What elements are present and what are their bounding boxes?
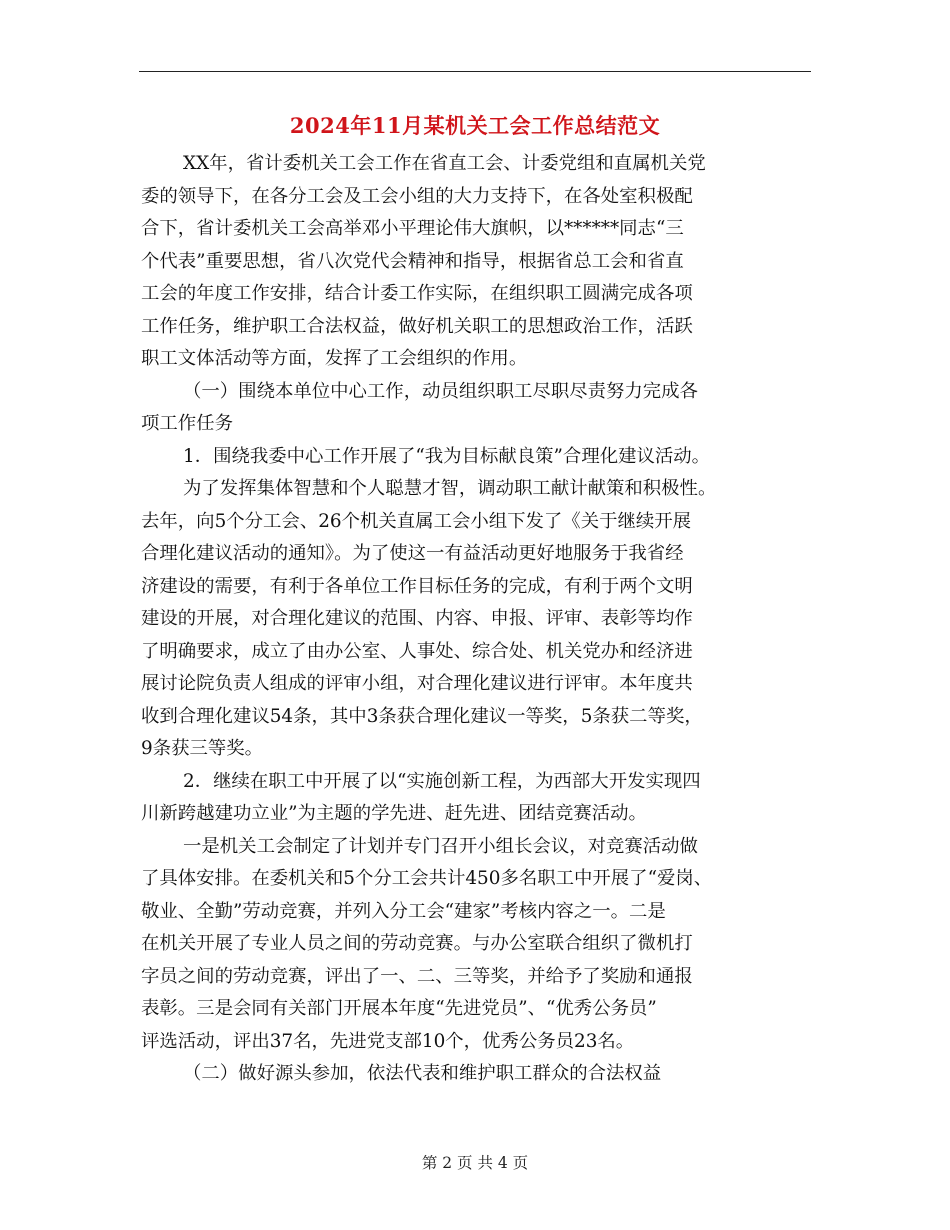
text-line: 敬业、全勤”劳动竞赛，并列入分工会“建家”考核内容之一。二是 — [141, 900, 666, 922]
text-line: 个代表”重要思想，省八次党代会精神和指导，根据省总工会和省直 — [141, 250, 684, 272]
text-line: 评选活动，评出37名，先进党支部10个，优秀公务员23名。 — [141, 1030, 635, 1052]
text-line: 济建设的需要，有利于各单位工作目标任务的完成，有利于两个文明 — [141, 575, 693, 597]
text-line: 工作任务，维护职工合法权益，做好机关职工的思想政治工作，活跃 — [141, 315, 693, 337]
text-line: 收到合理化建议54条，其中3条获合理化建议一等奖，5条获二等奖， — [141, 705, 703, 727]
item-heading-line: 1．围绕我委中心工作开展了“我为目标献良策”合理化建议活动。 — [183, 445, 711, 467]
text-line: 为了发挥集体智慧和个人聪慧才智，调动职工献计献策和积极性。 — [183, 478, 717, 499]
document-body — [141, 148, 821, 1091]
text-line: 表彰。三是会同有关部门开展本年度“先进党员”、“优秀公务员” — [141, 998, 657, 1019]
text-line: 合下，省计委机关工会高举邓小平理论伟大旗帜，以******同志“三 — [141, 218, 684, 239]
text-line: 职工文体活动等方面，发挥了工会组织的作用。 — [141, 348, 528, 369]
text-line: XX年，省计委机关工会工作在省直工会、计委党组和直属机关党 — [183, 153, 706, 174]
section-heading-line: （一）围绕本单位中心工作，动员组织职工尽职尽责努力完成各 — [183, 380, 698, 402]
item-heading-line: 川新跨越建功立业”为主题的学先进、赶先进、团结竞赛活动。 — [141, 803, 647, 824]
text-line: 在机关开展了专业人员之间的劳动竞赛。与办公室联合组织了微机打 — [141, 933, 693, 954]
text-line: 合理化建议活动的通知》。为了使这一有益活动更好地服务于我省经 — [141, 543, 684, 564]
text-line: 去年，向5个分工会、26个机关直属工会小组下发了《关于继续开展 — [141, 510, 692, 532]
text-line: 一是机关工会制定了计划并专门召开小组长会议，对竞赛活动做 — [183, 835, 698, 857]
page-number-footer: 第 2 页 共 4 页 — [421, 1154, 529, 1172]
text-line: 工会的年度工作安排，结合计委工作实际，在组织职工圆满完成各项 — [141, 283, 693, 304]
header-rule — [139, 71, 811, 72]
text-line: 委的领导下，在各分工会及工会小组的大力支持下，在各处室积极配 — [141, 185, 693, 207]
text-line: 了具体安排。在委机关和5个分工会共计450多名职工中开展了“爱岗、 — [141, 868, 713, 889]
section-heading-line: 项工作任务 — [141, 413, 233, 434]
text-line: 建设的开展，对合理化建议的范围、内容、申报、评审、表彰等均作 — [141, 608, 693, 629]
item-heading-line: 2．继续在职工中开展了以“实施创新工程，为西部大开发实现四 — [183, 770, 701, 792]
section-heading-line: （二）做好源头参加，依法代表和维护职工群众的合法权益 — [183, 1063, 662, 1084]
text-line: 字员之间的劳动竞赛，评出了一、二、三等奖，并给予了奖励和通报 — [141, 965, 693, 987]
document-title: 2024年11月某机关工会工作总结范文 — [289, 113, 661, 138]
text-line: 9条获三等奖。 — [141, 738, 264, 759]
text-line: 展讨论院负责人组成的评审小组，对合理化建议进行评审。本年度共 — [141, 673, 693, 694]
text-line: 了明确要求，成立了由办公室、人事处、综合处、机关党办和经济进 — [141, 640, 693, 662]
